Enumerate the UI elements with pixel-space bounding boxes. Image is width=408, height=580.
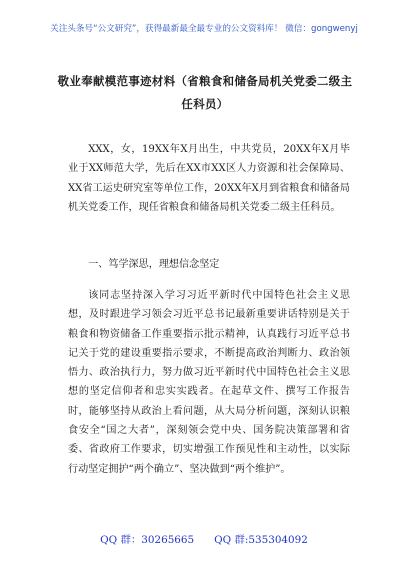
footer-contact [0, 533, 408, 547]
body-paragraph-intro: XXX，女，19XX年X月出生，中共党员，20XX年X月毕业于XX师范大学，先后在XX市XX区人力资源和社会保障局、XX省工运史研究室等单位工作，20XX年X月到省粮食和储备局机关党委工作，现任省粮食和储备局机关党委二级主任科员。 [68, 144, 350, 213]
footer-qq-group-2: QQ 群:535304092 [214, 534, 308, 546]
header-promo-note: 关注头条号“公文研究”，获得最新最全最专业的公文资料库！ 微信：gongwenyj [50, 24, 358, 34]
document-title: 敬业奉献模范事迹材料（省粮食和储备局机关党委二级主任科员） [57, 74, 353, 111]
body-paragraph-section-1: 该同志坚持深入学习习近平新时代中国特色社会主义思想，及时跟进学习领会习近平总书记最新重要讲话特别是关于粮食和物资储备工作重要指示批示精神，认真践行习近平总书记关于党的建设重要指示要求，不断提高政治判断力、政治领悟力、政治执行力，努力做习近平新时代中国特色社会主义思想的坚定信仰者和忠实实践者。在起草文件、撰写工作报告时，能够坚持从政治上看问题，从大局分析问题，深刻认识粮食安全“国之大者”，深刻领会党中央、国务院决策部署和省委、省政府工作要求，切实增强工作预见性和主动性，以实际行动坚定拥护“两个确立”、坚决做到“两个维护”。 [68, 290, 350, 475]
footer-qq-group-1: QQ 群：30265665 [100, 534, 195, 546]
section-heading-1: 一、笃学深思，理想信念坚定 [88, 259, 220, 270]
